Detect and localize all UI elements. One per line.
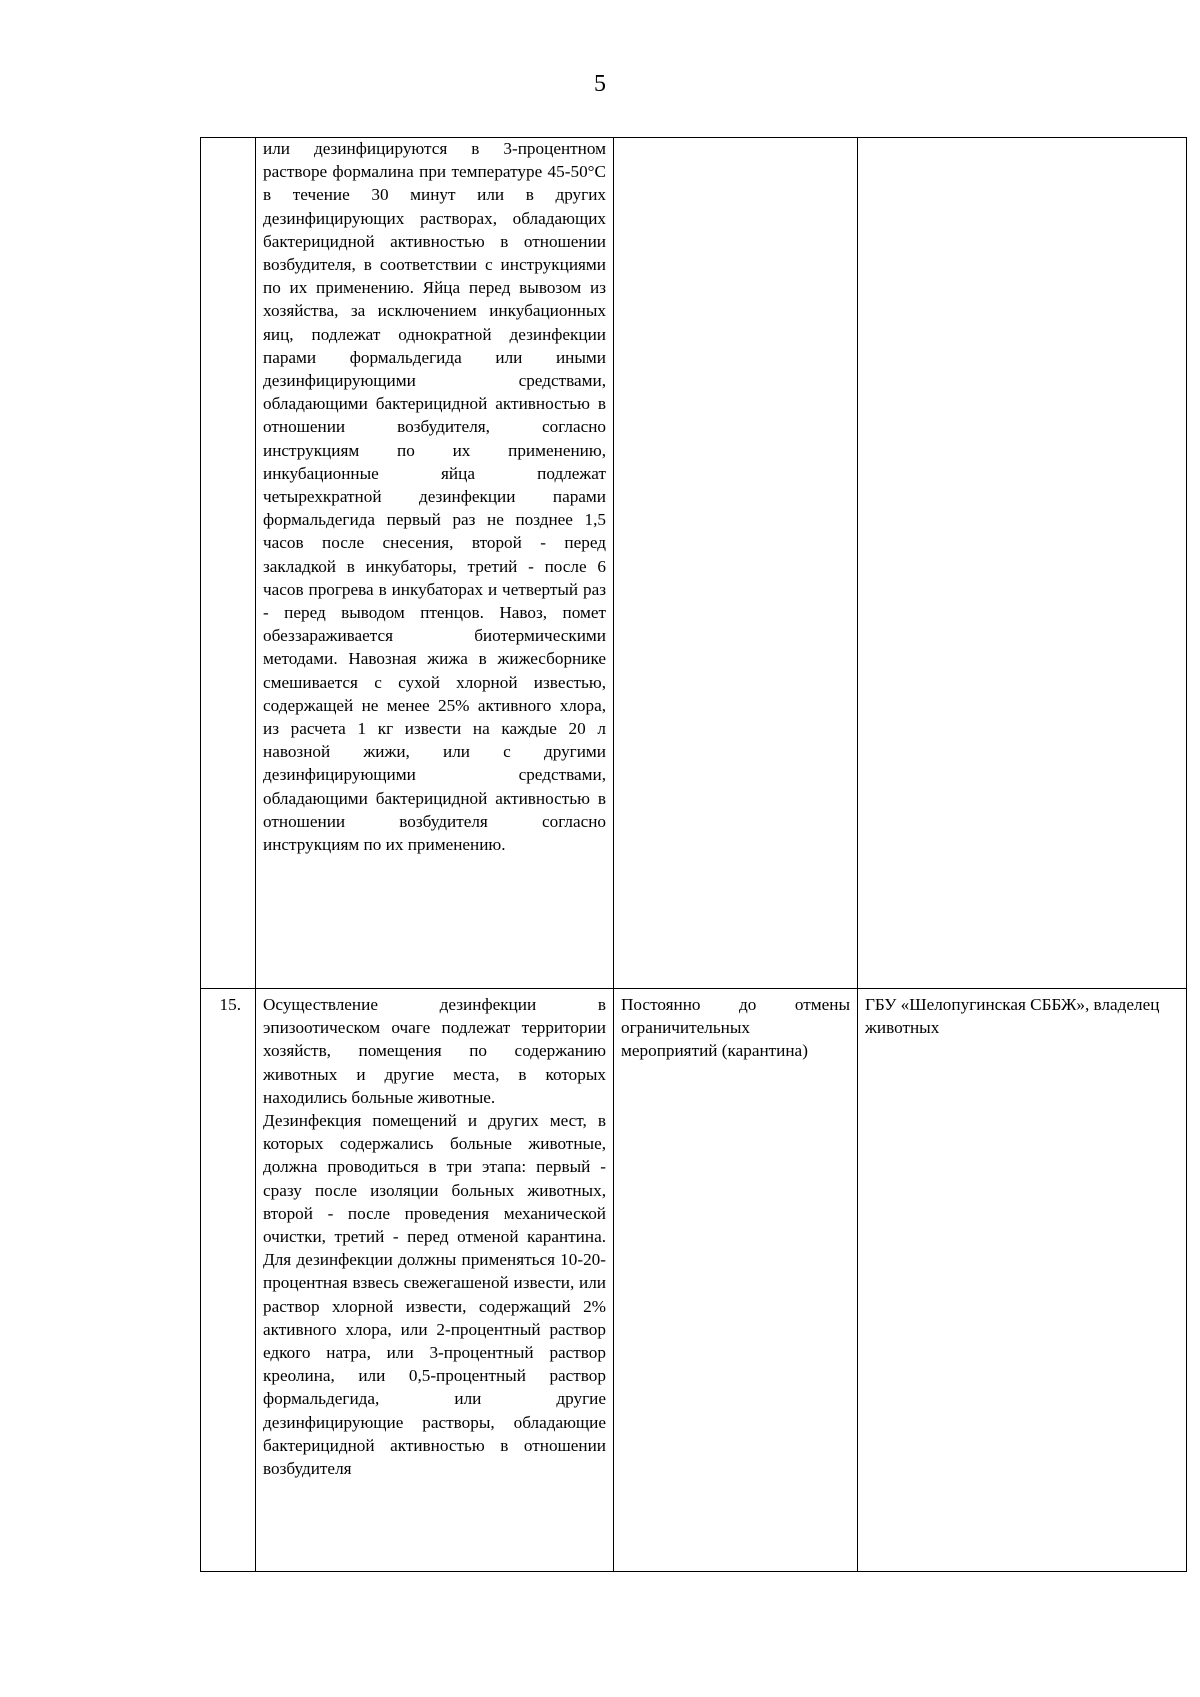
- table-row: [201, 138, 1187, 989]
- responsible-cell: [858, 989, 1187, 1572]
- measure-text: Дезинфекция помещений и других мест, в которых содержались больные животные, должна проводиться в три этапа: первый - сразу после изоляции больных животных, второй - после проведения механической очистки, третий - перед отменой карантина. Для дезинфекции должны применяться 10-20-процентная взвесь свежегашеной извести, или раствор хлорной извести, содержащий 2% активного хлора, или 2-процентный раствор едкого натра, или 3-процентный раствор креолина, или 0,5-процентный раствор формальдегида, или другие дезинфицирующие растворы, обладающие бактерицидной активностью в отношении возбудителя: [263, 1111, 606, 1479]
- term-cell: [614, 989, 858, 1572]
- measures-table: [200, 137, 1187, 1572]
- responsible-cell: [858, 138, 1187, 989]
- measure-cell: [256, 989, 614, 1572]
- row-number-cell: [201, 138, 256, 989]
- row-number-cell: 15.: [201, 989, 256, 1572]
- measure-text: Осуществление дезинфекции в эпизоотическом очаге подлежат территории хозяйств, помещения по содержанию животных и другие места, в которых находились больные животные.: [263, 995, 606, 1107]
- term-text: Постоянно до отмены ограничительных мероприятий (карантина): [621, 995, 850, 1061]
- term-cell: [614, 138, 858, 989]
- page-number: 5: [594, 71, 606, 97]
- table-row: [201, 989, 1187, 1572]
- measure-cell: [256, 138, 614, 989]
- responsible-text: ГБУ «Шелопугинская СББЖ», владелец животных: [865, 995, 1160, 1038]
- measure-text: или дезинфицируются в 3-процентном растворе формалина при температуре 45-50°С в течение 30 минут или в других дезинфицирующих растворах, обладающих бактерицидной активностью в отношении возбудителя, в соответствии с инструкциями по их применению. Яйца перед вывозом из хозяйства, за исключением инкубационных яиц, подлежат однократной дезинфекции парами формальдегида или иными дезинфицирующими средствами, обладающими бактерицидной активностью в отношении возбудителя, согласно инструкциям по их применению, инкубационные яйца подлежат четырехкратной дезинфекции парами формальдегида первый раз не позднее 1,5 часов после снесения, второй - перед закладкой в инкубаторы, третий - после 6 часов прогрева в инкубаторах и четвертый раз - перед выводом птенцов. Навоз, помет обеззараживается биотермическими методами. Навозная жижа в жижесборнике смешивается с сухой хлорной известью, содержащей не менее 25% активного хлора, из расчета 1 кг извести на каждые 20 л навозной жижи, или с другими дезинфицирующими средствами, обладающими бактерицидной активностью в отношении возбудителя согласно инструкциям по их применению.: [263, 139, 606, 855]
